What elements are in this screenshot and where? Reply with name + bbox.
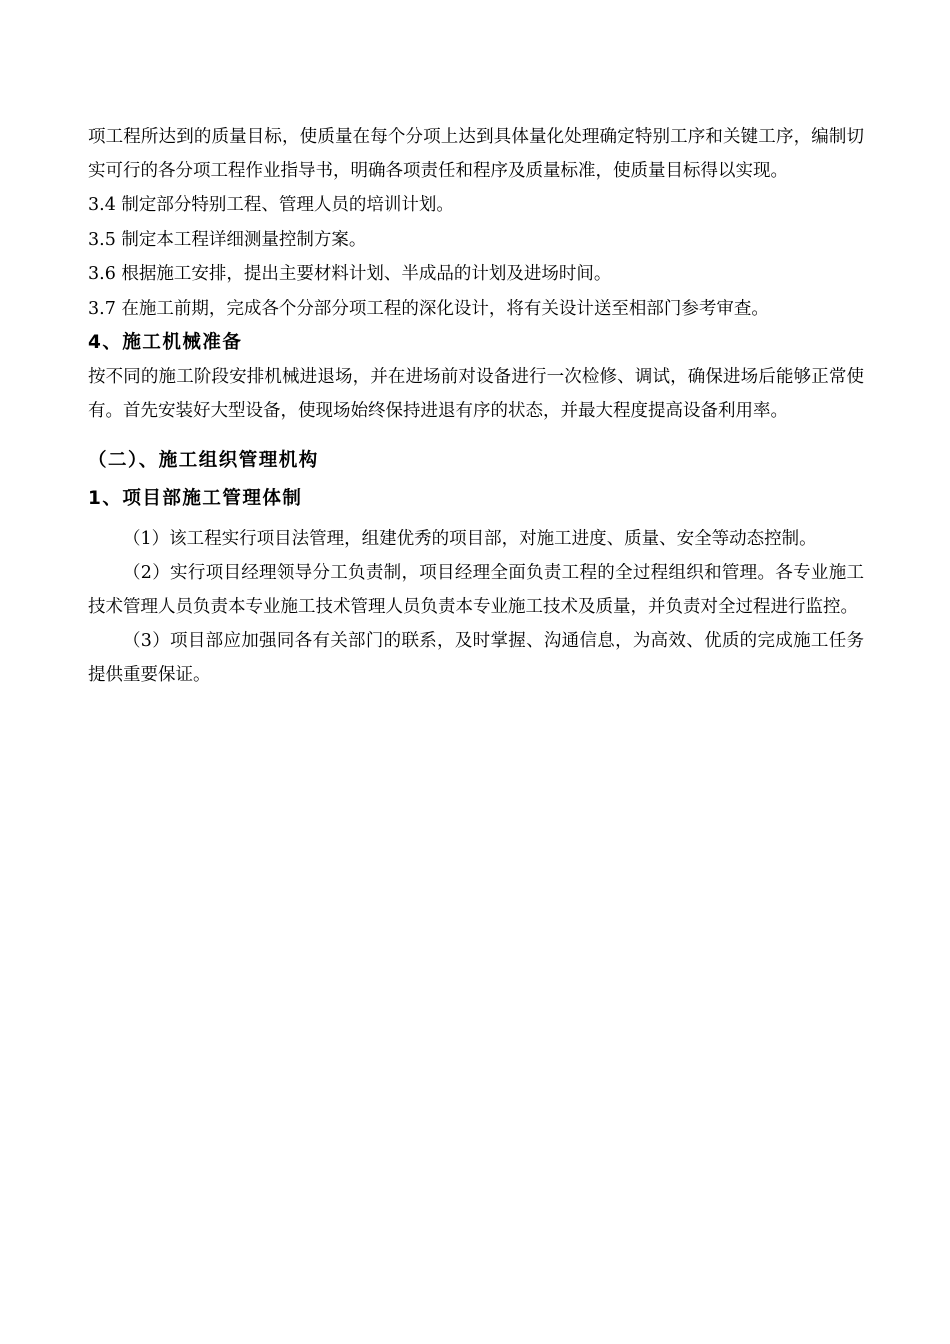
section-4-heading: 4、施工机械准备 bbox=[88, 332, 243, 353]
list-item-3-5: 3.5 制定本工程详细测量控制方案。 bbox=[88, 229, 367, 250]
subsection-1-item-2: （2）实行项目经理领导分工负责制，项目经理全面负责工程的全过程组织和管理。各专业施工技术管理人员负责本专业施工技术管理人员负责本专业施工技术及质量，并负责对全过程进行监控。 bbox=[88, 563, 864, 617]
document-page bbox=[88, 120, 864, 692]
subsection-1-item-3: （3）项目部应加强同各有关部门的联系，及时掌握、沟通信息，为高效、优质的完成施工任务提供重要保证。 bbox=[88, 631, 864, 685]
subsection-1-heading: 1、项目部施工管理体制 bbox=[88, 488, 303, 509]
intro-paragraph: 项工程所达到的质量目标，使质量在每个分项上达到具体量化处理确定特别工序和关键工序，编制切实可行的各分项工程作业指导书，明确各项责任和程序及质量标准，使质量目标得以实现。 bbox=[88, 127, 864, 181]
section-4-paragraph: 按不同的施工阶段安排机械进退场，并在进场前对设备进行一次检修、调试，确保进场后能够正常使有。首先安装好大型设备，使现场始终保持进退有序的状态，并最大程度提高设备利用率。 bbox=[88, 367, 864, 421]
list-item-3-7: 3.7 在施工前期，完成各个分部分项工程的深化设计，将有关设计送至相部门参考审查。 bbox=[88, 298, 769, 319]
list-item-3-4: 3.4 制定部分特别工程、管理人员的培训计划。 bbox=[88, 195, 454, 215]
subsection-1-item-1: （1）该工程实行项目法管理，组建优秀的项目部，对施工进度、质量、安全等动态控制。 bbox=[123, 529, 817, 549]
list-item-3-6: 3.6 根据施工安排，提出主要材料计划、半成品的计划及进场时间。 bbox=[88, 264, 612, 284]
part-2-heading: （二）、施工组织管理机构 bbox=[88, 450, 319, 471]
